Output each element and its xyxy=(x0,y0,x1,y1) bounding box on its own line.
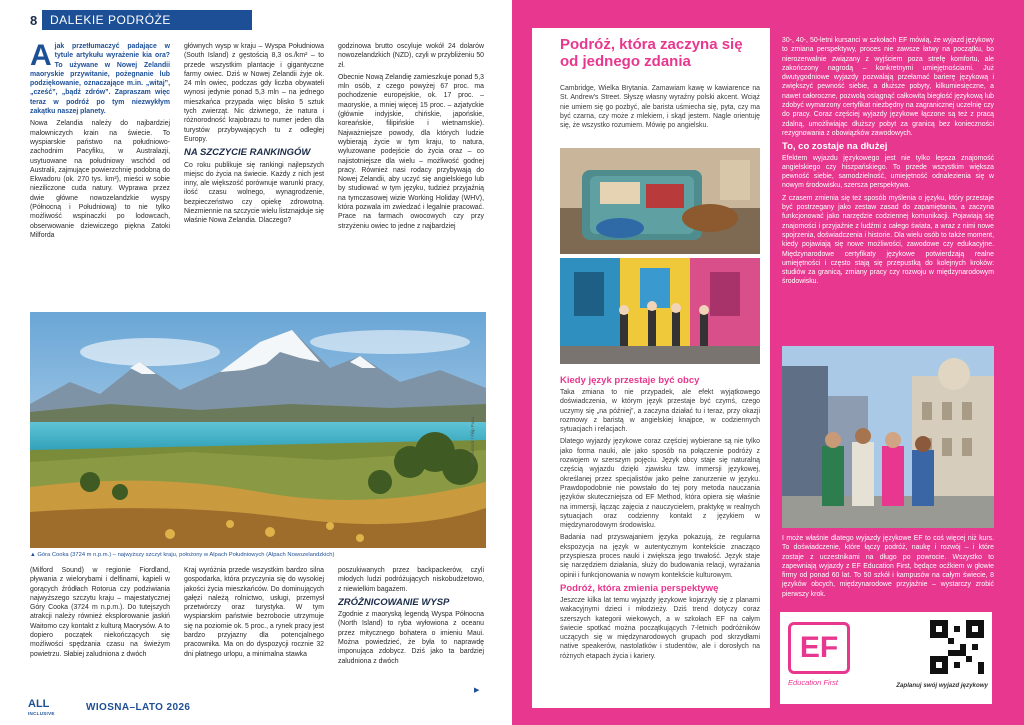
article-intro xyxy=(560,84,760,140)
students-photo xyxy=(782,346,994,528)
ef-promo-box xyxy=(780,612,992,704)
paragraph: Z czasem zmienia się też sposób myślenia o języku, który przestaje być postrzegany jako zestaw zasad do zapamiętania, a zaczyna funkcjonować jako narzędzie codziennej komunikacji. Pojawiają się znajomości i przyjaźnie z ludźmi z całego świata, a wraz z nimi nowe spojrzenia, doświadczenia i historie. Dla wielu osób to także moment, kiedy pojawiają się nowe możliwości, zawodowe czy edukacyjne. Międzynarodowe certyfikaty językowe potwierdzają realne umiejętności i często stają się przepustką do kolejnych kroków: studiów za granicą, zmiany pracy czy rozwoju w międzynarodowym środowisku. xyxy=(782,194,994,286)
paragraph: Obecnie Nową Zelandię zamieszkuje ponad 5,3 mln osób, z czego powyżej 67 proc. ma pochodzenie europejskie, ok. 17 proc. – maoryskie, a mniej więcej 15 proc. – azjatyckie (głównie indyjskie, chińskie, japońskie, koreańskie, filipińskie i wietnamskie). Najważniejsze powody, dla których ludzie wybierają życie w tym kraju, to natura, wyluzowane podejście do życia oraz – co najistotniejsze dla wielu – możliwość godnej pracy. Również nasi rodacy przybywają do Nowej Zelandii, aby uczyć się angielskiego lub by studiować w tym języku, tudzież przyjaźnią na tymczasowej wizie Working Holiday (WHV), która pozwala im zwiedzać i legalnie pracować. Prace na farmach owocowych czy przy strzyżeniu owiec to jedne z najbardziej xyxy=(338,73,484,230)
subheading: NA SZCZYCIE RANKINGÓW xyxy=(184,147,311,159)
qr-tagline: Zaplanuj swój wyjazd językowy xyxy=(896,682,988,689)
bottom-column-3 xyxy=(338,566,484,692)
paragraph: 30-, 40-, 50-letni kursanci w szkołach EF mówią, że wyjazd językowy to zmiana perspektywy, proces nie zawsze łatwy na początku, bo nierozerwalnie związany z wyjściem poza strefę komfortu, ale zakończony nagrodą – konkretnymi umiejętnościami. Już dwutygodniowe wyjazdy pozwalają przełamać barierę językową i zwiększyć pewność siebie, a dłuższe pobyty, kilkumiesięczne, a nawet całoroczne, pozwolą osiągnąć całkowitą biegłość językową lub zdobyć wymarzony certyfikat niezbędny na zagranicznej uczelnię czy do pracy. Coraz częściej wyjazdy językowe łączone są też z pracą zdalną, umożliwiając dłuższy pobyt za granicą bez konieczności rezygnowania z obowiązków zawodowych. xyxy=(782,37,994,137)
article-column-right xyxy=(782,36,994,340)
subheading: ZRÓŻNICOWANIE WYSP xyxy=(338,596,450,608)
paragraph: głównych wysp w kraju – Wyspa Południowa (South Island) z gęstością 8,3 os./km² – to przede wszystkim plantacje i gigantyczne farmy owiec. Dziś w Nowej Zelandii żyje ok. 24 mln owiec, podczas gdy liczba obywateli wynosi jedynie ponad 5,3 mln – na jednego mieszkańca przypada więc blisko 5 sztuk tych zwierząt. Nic dziwnego, że natura i różnorodność krajobrazu to numer jeden dla turystów przybywających tu z odległej Europy. xyxy=(184,43,324,143)
article-column-1 xyxy=(30,42,170,304)
issue-season: WIOSNA–LATO 2026 xyxy=(86,702,191,713)
section-title: DALEKIE PODRÓŻE xyxy=(50,13,171,27)
paragraph: Zgodnie z maoryską legendą Wyspa Północna (North Island) to ryba wyłowiona z oceanu przez mitycznego bohatera o imieniu Maui. Można powiedzieć, że była to naprawdę imponująca zdobycz. Dziś jako ta bardziej zaludniona z dwóch xyxy=(338,611,484,665)
paragraph: Cambridge, Wielka Brytania. Zamawiam kawę w kawiarence na St. Andrew's Street. Słyszę własny wyraźny polski akcent. Wciąż nie umiem się go pozbyć, ale barista uśmiecha się, pyta, czy ma być czarna, czy może z mlekiem, i skąd jestem. Nagle orientuję się, że wszystko rozumiem. Mówię po angielsku. xyxy=(560,85,760,130)
paragraph: Badania nad przyswajaniem języka pokazują, że regularna ekspozycja na język w autentycznym kontekście znacząco przyspiesza proces nauki i zwiększa jego trwałość. Język staje się narzędziem działania, służy do budowania relacji, wyrażania opinii i funkcjonowania w nowym kontekście kulturowym. xyxy=(560,534,760,579)
paragraph: Nowa Zelandia należy do najbardziej malowniczych krain na świecie. To wyspiarskie państwo na południowo-zachodnim Pacyfiku, w Australazji, usytuowane na południowy wschód od Australii, zajmujące powierzchnię podobną do Ekwadoru (ok. 270 tys. km²), mieści w sobie nieziliczone cuda natury. Wyprawa przez dwie główne nowozelandzkie wyspy (Północną i Południową) to nie tylko możliwość wspinaczki po lodowcach, obserwowanie dziewiczego piękna Zatoki Milforda xyxy=(30,120,170,239)
article-closing xyxy=(782,534,994,608)
mount-cook-photo xyxy=(30,312,486,548)
suitcase-photo xyxy=(560,148,760,254)
ef-logo: EF xyxy=(788,622,850,674)
article-column-3 xyxy=(338,42,484,304)
section-heading: To, co zostaje na dłużej xyxy=(782,141,888,153)
article-section-1 xyxy=(560,372,760,700)
ef-name: Education First xyxy=(788,678,839,687)
continue-arrow-icon: ▶ xyxy=(474,687,480,694)
section-heading: Podróż, która zmienia perspektywę xyxy=(560,582,719,594)
bottom-column-2 xyxy=(184,566,324,692)
colorful-street-photo xyxy=(560,258,760,364)
article-column-2 xyxy=(184,42,324,304)
section-heading: Kiedy język przestaje być obcy xyxy=(560,375,700,386)
intro-lead: jak przetłumaczyć padające w tytule artykułu wyrażenie kia ora? To używane w Nowej Zelandii maoryskie przywitanie, pożegnanie lub podziękowanie, oznaczające m.in. „witaj”, „cześć”, „bądź zdrów”. Zapraszam więc teraz w podróż po tym niezwykłym zakątku naszej planety. xyxy=(30,43,170,116)
paragraph: Dlatego wyjazdy językowe coraz częściej wybierane są nie tylko jako forma nauki, ale jako sposób na połączenie podróży z rozwojem w szerszym pojęciu. Język obcy staje się naturalną częścią wyjazdu dzięki zjawisku tzw. immersji językowej, określanej przez specjalistów jako pełne zanurzenie w języku. Prawdopodobnie nie powstało do tej pory metoda nauczania języków skuteczniejsza od EF Method, która opiera się właśnie na immersji, łącząc zajęcia z nauczycielem, praktykę w realnych sytuacjach oraz codzienny kontakt z językiem w międzynarodowym środowisku. xyxy=(560,438,760,530)
paragraph: godzinowa brutto oscyluje wokół 24 dolarów nowozelandzkich (NZD), czyli w przybliżeniu 50 zł. xyxy=(338,43,484,69)
photo-credit: © Shutterstock / Filip Fuxa xyxy=(470,417,475,470)
drop-cap: A xyxy=(30,42,52,72)
page-number: 8 xyxy=(30,13,38,28)
paragraph: (Milford Sound) w regionie Fiordland, pływania z wielorybami i delfinami, kąpieli w gorących źródłach Rotorua czy podziwiania najwyższego szczytu kraju – majestatycznej Góry Cooka (3724 m n.p.m.). Do tutejszych atrakcji należy również eksplorowanie jaskiń Waitomo czy kontakt z kulturą Maorysów. A to dopiero początek niekończących się możliwości spędzania czasu na świeżym powietrzu. Słabiej zaludniona z dwóch xyxy=(30,567,170,658)
mountain-lake-illustration xyxy=(30,312,486,548)
paragraph: poszukiwanych przez backpackerów, czyli młodych ludzi podróżujących niskobudżetowo, z niewielkim bagażem. xyxy=(338,567,484,593)
paragraph: Efektem wyjazdu językowego jest nie tylko lepsza znajomość angielskiego czy hiszpańskiego. To przede wszystkim większa pewność siebie, samodzielność, umiejętność odnalezienia się w nowym środowisku, szersza perspektywa. xyxy=(782,154,994,190)
article-title: Podróż, która zaczyna się od jednego zdania xyxy=(560,36,743,70)
bottom-column-1 xyxy=(30,566,170,692)
paragraph: Kraj wyróżnia przede wszystkim bardzo silna gospodarka, która przyczynia się do wysokiej jakości życia mieszkańców. Do dominujących gałęzi należą rolnictwo, usługi, przemysł przetwórczy oraz turystyka. W tym wyspiarskim państwie bezrobocie utrzymuje się na poziomie ok. 5 proc., a rynek pracy jest bardzo przyjazny dla potencjalnego pracownika. Ma on do dyspozycji rocznie 32 dni płatnego urlopu, a minimalna stawka xyxy=(184,567,324,658)
qr-code-icon[interactable] xyxy=(930,620,984,674)
magazine-logo: ALL INCLUSIVE xyxy=(28,698,55,716)
photo-caption: ▲ Góra Cooka (3724 m n.p.m.) – najwyższy szczyt kraju, położony w Alpach Południowych (Alpach Nowozelandzkich) xyxy=(30,552,335,558)
paragraph: I może właśnie dlatego wyjazdy językowe EF to coś więcej niż kurs. To doświadczenie, które łączy podróż, naukę i rozwój – i które zostaje z uczestnikami na długo po powrocie. Wszystko to zapewniają wyjazdy z EF Education First, będące ocźkiem w głowie firmy od ponad 60 lat. To 50 szkół i kampusów na całym świecie, 8 języków obcych, międzynarodowe przyjaźnie – wystarczy zrobić pierwszy krok. xyxy=(782,535,994,598)
paragraph: Taka zmiana to nie przypadek, ale efekt wyjątkowego doświadczenia, w którym język przestaje być czymś, czego uczymy się „na później”, a zaczyna działać tu i teraz, przy okazji rozmowy z baristą w angielskiej knajpce, w codziennych sytuacjach i relacjach. xyxy=(560,389,760,434)
paragraph: Co roku publikuje się rankingi najlepszych miejsc do życia na świecie. Każdy z nich jest inny, ale większość porównuje warunki pracy, ilość czasu wolnego, wynagrodzenie, bezpieczeństwo czy opiekę zdrowotną. Niezmiennie na szczycie wielu listznajduje się właśnie Nowa Zelandia. Dlaczego? xyxy=(184,161,324,225)
triangle-icon: ▲ xyxy=(30,552,38,558)
paragraph: Jeszcze kilka lat temu wyjazdy językowe kojarzyły się z planami wakacyjnymi dzieci i młodzieży. Dziś trend dotyczy coraz szerszych kategorii wiekowych, a w szkołach EF na całym świecie spotkać można początkujących 7-letnich podróżników uczących się w międzynarodowych grupach pod skrzydłami native speakerów, nastolatków i studentów, ale i dorosłych na różnych etapach życia i kariery. xyxy=(560,596,760,660)
intro-paragraph xyxy=(30,42,170,116)
